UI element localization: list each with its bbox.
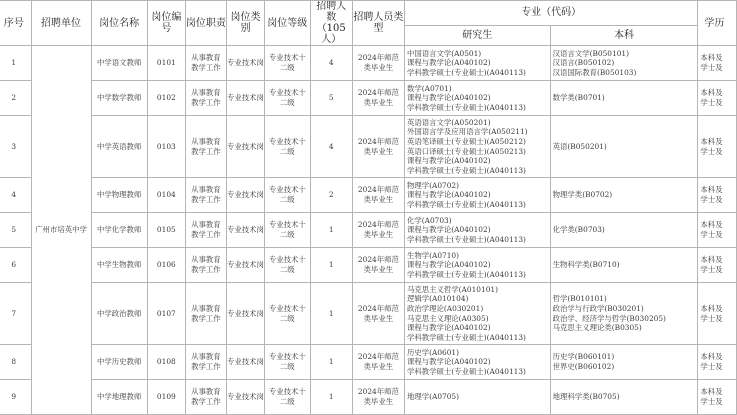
cell-recruit-count: 4 xyxy=(310,46,352,81)
cell-post-duty: 从事教育教学工作 xyxy=(185,248,226,283)
cell-grad-majors-line: 学科教学硕士(专业硕士)(A040113) xyxy=(406,269,526,279)
cell-post-level: 专业技术十二级 xyxy=(265,380,311,415)
header-post-level: 岗位等级 xyxy=(265,1,311,46)
cell-undergrad-majors-line: 汉语国际教育(B050103) xyxy=(552,67,637,77)
cell-recruit-type: 2024年师范类毕业生 xyxy=(352,213,404,248)
cell-post-code: 0106 xyxy=(147,248,185,283)
cell-grad-majors-line: 数学(A0701) xyxy=(406,83,452,93)
cell-edu-line: 学士及 xyxy=(700,230,723,239)
cell-post-name: 中学历史教师 xyxy=(91,345,147,380)
cell-post-level: 专业技术十二级 xyxy=(265,248,311,283)
cell-edu-line: 学士及 xyxy=(700,195,723,204)
cell-grad-majors xyxy=(404,248,550,283)
cell-post-type: 专业技术岗 xyxy=(226,345,264,380)
cell-post-level: 专业技术十二级 xyxy=(265,283,311,345)
cell-post-level: 专业技术十二级 xyxy=(265,81,311,116)
cell-grad-majors-line: 物理学(A0702) xyxy=(406,180,460,190)
cell-undergrad-majors-line: 世界史(B060102) xyxy=(552,362,615,371)
cell-post-duty: 从事教育教学工作 xyxy=(185,178,226,213)
cell-edu xyxy=(698,46,737,81)
cell-edu-line: 学士及 xyxy=(700,63,723,72)
cell-grad-majors-line: 学科教学硕士(专业硕士)(A040113) xyxy=(406,234,526,244)
cell-edu-line: 学士及 xyxy=(700,265,723,274)
cell-undergrad-majors-line: 汉语言(B050102) xyxy=(552,58,615,68)
cell-unit: 广州市培英中学 xyxy=(31,46,91,415)
cell-grad-majors-line: 学科教学硕士(专业硕士)(A040113) xyxy=(406,102,526,112)
cell-post-level: 专业技术十二级 xyxy=(265,46,311,81)
cell-grad-majors-line: 课程与教学论(A040102) xyxy=(406,323,491,333)
cell-post-name: 中学数学教师 xyxy=(91,81,147,116)
cell-grad-majors-line: 英语语言文学(A050201) xyxy=(406,117,491,127)
cell-undergrad-majors xyxy=(550,46,698,81)
cell-recruit-count: 1 xyxy=(310,345,352,380)
cell-post-level: 专业技术十二级 xyxy=(265,213,311,248)
cell-post-code: 0105 xyxy=(147,213,185,248)
cell-undergrad-majors-line: 物理学类(B0702) xyxy=(552,190,613,200)
table-row xyxy=(0,178,737,213)
cell-edu-line: 本科及 xyxy=(700,185,723,195)
cell-recruit-count: 2 xyxy=(310,178,352,213)
cell-post-name: 中学地理教师 xyxy=(91,380,147,415)
cell-undergrad-majors xyxy=(550,283,698,345)
header-edu: 学历 xyxy=(698,1,737,46)
cell-undergrad-majors xyxy=(550,213,698,248)
cell-grad-majors-line: 学科教学硕士(专业硕士)(A040113) xyxy=(406,67,526,77)
cell-post-duty: 从事教育教学工作 xyxy=(185,116,226,178)
header-post-type: 岗位类别 xyxy=(226,1,264,46)
cell-grad-majors xyxy=(404,178,550,213)
cell-edu-line: 本科及 xyxy=(700,220,723,230)
cell-post-code: 0101 xyxy=(147,46,185,81)
cell-grad-majors-line: 中国语言文学(A0501) xyxy=(406,48,482,58)
cell-post-type: 专业技术岗 xyxy=(226,81,264,116)
cell-recruit-type: 2024年师范类毕业生 xyxy=(352,178,404,213)
cell-grad-majors-line: 马克思主义哲学(A010101) xyxy=(406,284,498,294)
header-recruit-type: 招聘人员类型 xyxy=(352,1,404,46)
cell-post-code: 0102 xyxy=(147,81,185,116)
cell-undergrad-majors-line: 化学类(B0703) xyxy=(552,225,605,235)
cell-post-type: 专业技术岗 xyxy=(226,46,264,81)
cell-post-duty: 从事教育教学工作 xyxy=(185,380,226,415)
cell-post-type: 专业技术岗 xyxy=(226,178,264,213)
cell-grad-majors xyxy=(404,46,550,81)
cell-grad-majors-line: 英语笔译硕士(专业硕士)(A050212) xyxy=(406,136,526,146)
cell-recruit-type: 2024年师范类毕业生 xyxy=(352,248,404,283)
cell-undergrad-majors xyxy=(550,81,698,116)
cell-post-type: 专业技术岗 xyxy=(226,248,264,283)
cell-grad-majors-line: 历史学(A0601) xyxy=(406,347,460,357)
cell-recruit-count: 1 xyxy=(310,248,352,283)
cell-grad-majors-line: 化学(A0703) xyxy=(406,215,452,225)
cell-undergrad-majors xyxy=(550,380,698,415)
cell-grad-majors xyxy=(404,345,550,380)
cell-post-duty: 从事教育教学工作 xyxy=(185,213,226,248)
cell-grad-majors xyxy=(404,213,550,248)
cell-grad-majors-line: 课程与教学论(A040102) xyxy=(406,260,491,270)
cell-grad-majors-line: 学科教学硕士(专业硕士)(A040113) xyxy=(406,199,526,209)
cell-recruit-type: 2024年师范类毕业生 xyxy=(352,81,404,116)
cell-edu xyxy=(698,248,737,283)
cell-grad-majors-line: 课程与教学论(A040102) xyxy=(406,357,491,367)
cell-undergrad-majors xyxy=(550,116,698,178)
cell-seq: 5 xyxy=(0,213,31,248)
cell-post-type: 专业技术岗 xyxy=(226,283,264,345)
cell-post-level: 专业技术十二级 xyxy=(265,116,311,178)
cell-undergrad-majors xyxy=(550,178,698,213)
cell-undergrad-majors xyxy=(550,345,698,380)
table-row xyxy=(0,283,737,345)
cell-recruit-count: 1 xyxy=(310,380,352,415)
cell-grad-majors-line: 逻辑学(A010104) xyxy=(406,294,469,304)
cell-edu-line: 学士及 xyxy=(700,146,723,156)
cell-edu-line: 本科及 xyxy=(700,88,723,98)
cell-recruit-count: 5 xyxy=(310,81,352,116)
cell-edu xyxy=(698,213,737,248)
cell-recruit-count: 1 xyxy=(310,213,352,248)
cell-edu xyxy=(698,380,737,415)
header-grad: 研究生 xyxy=(404,25,550,45)
cell-post-code: 0109 xyxy=(147,380,185,415)
header-post-duty: 岗位职责 xyxy=(185,1,226,46)
cell-grad-majors xyxy=(404,380,550,415)
cell-grad-majors-line: 课程与教学论(A040102) xyxy=(406,58,491,68)
cell-grad-majors-line: 外国语言学及应用语言学(A050211) xyxy=(406,127,528,137)
cell-seq: 2 xyxy=(0,81,31,116)
cell-edu-line: 学士及 xyxy=(700,397,723,406)
header-undergrad: 本科 xyxy=(550,25,698,45)
header-recruit-count: 招聘人数（105人） xyxy=(310,1,352,46)
cell-recruit-count: 1 xyxy=(310,283,352,345)
cell-seq: 6 xyxy=(0,248,31,283)
cell-grad-majors-line: 学科教学硕士(专业硕士)(A040113) xyxy=(406,165,526,175)
table-row xyxy=(0,213,737,248)
cell-post-code: 0104 xyxy=(147,178,185,213)
cell-undergrad-majors xyxy=(550,248,698,283)
cell-post-name: 中学语文教师 xyxy=(91,46,147,81)
cell-edu-line: 本科及 xyxy=(700,303,723,313)
cell-post-code: 0103 xyxy=(147,116,185,178)
cell-edu-line: 本科及 xyxy=(700,387,723,397)
table-body xyxy=(0,46,737,415)
cell-post-code: 0107 xyxy=(147,283,185,345)
cell-undergrad-majors-line: 英语(B050201) xyxy=(552,141,607,151)
cell-undergrad-majors-line: 地理科学类(B0705) xyxy=(552,392,620,402)
cell-edu xyxy=(698,178,737,213)
cell-post-duty: 从事教育教学工作 xyxy=(185,283,226,345)
cell-post-type: 专业技术岗 xyxy=(226,380,264,415)
cell-recruit-type: 2024年师范类毕业生 xyxy=(352,283,404,345)
cell-grad-majors-line: 生物学(A0710) xyxy=(406,250,460,260)
cell-edu xyxy=(698,283,737,345)
cell-recruit-type: 2024年师范类毕业生 xyxy=(352,116,404,178)
cell-grad-majors-line: 课程与教学论(A040102) xyxy=(406,156,491,166)
cell-edu-line: 学士及 xyxy=(700,362,723,371)
cell-grad-majors-line: 马克思主义理论(A0305) xyxy=(406,313,489,323)
cell-undergrad-majors-line: 历史学(B060101) xyxy=(552,352,615,362)
cell-recruit-type: 2024年师范类毕业生 xyxy=(352,46,404,81)
cell-edu xyxy=(698,345,737,380)
cell-post-name: 中学物理教师 xyxy=(91,178,147,213)
cell-seq: 1 xyxy=(0,46,31,81)
cell-post-name: 中学英语教师 xyxy=(91,116,147,178)
cell-grad-majors-line: 学科教学硕士(专业硕士)(A040113) xyxy=(406,366,526,376)
cell-undergrad-majors-line: 政治学与行政学(B030201) xyxy=(552,303,644,313)
cell-post-type: 专业技术岗 xyxy=(226,116,264,178)
cell-post-level: 专业技术十二级 xyxy=(265,178,311,213)
header-seq: 序号 xyxy=(0,1,31,46)
cell-edu-line: 本科及 xyxy=(700,255,723,265)
cell-post-code: 0108 xyxy=(147,345,185,380)
header-post-name: 岗位名称 xyxy=(91,1,147,46)
cell-recruit-type: 2024年师范类毕业生 xyxy=(352,380,404,415)
cell-post-duty: 从事教育教学工作 xyxy=(185,345,226,380)
header-major: 专业（代码） xyxy=(404,1,697,26)
cell-grad-majors-line: 课程与教学论(A040102) xyxy=(406,190,491,200)
cell-grad-majors-line: 英语口译硕士(专业硕士)(A050213) xyxy=(406,146,526,156)
table-row xyxy=(0,116,737,178)
cell-undergrad-majors-line: 汉语言文学(B050101) xyxy=(552,48,629,58)
table-row xyxy=(0,46,737,81)
cell-post-duty: 从事教育教学工作 xyxy=(185,46,226,81)
cell-post-duty: 从事教育教学工作 xyxy=(185,81,226,116)
cell-edu-line: 本科及 xyxy=(700,53,723,63)
cell-seq: 3 xyxy=(0,116,31,178)
cell-seq: 9 xyxy=(0,380,31,415)
cell-grad-majors-line: 课程与教学论(A040102) xyxy=(406,93,491,103)
cell-recruit-type: 2024年师范类毕业生 xyxy=(352,345,404,380)
cell-edu xyxy=(698,81,737,116)
cell-post-name: 中学政治教师 xyxy=(91,283,147,345)
cell-grad-majors-line: 政治学理论(A030201) xyxy=(406,303,484,313)
header-unit: 招聘单位 xyxy=(31,1,91,46)
cell-grad-majors xyxy=(404,81,550,116)
cell-edu-line: 学士及 xyxy=(700,313,723,323)
cell-undergrad-majors-line: 马克思主义理论类(B0305) xyxy=(552,323,642,333)
cell-edu-line: 本科及 xyxy=(700,352,723,362)
cell-seq: 8 xyxy=(0,345,31,380)
cell-post-name: 中学生物教师 xyxy=(91,248,147,283)
cell-recruit-count: 4 xyxy=(310,116,352,178)
table-row xyxy=(0,345,737,380)
cell-grad-majors-line: 地理学(A0705) xyxy=(406,392,460,402)
cell-post-level: 专业技术十二级 xyxy=(265,345,311,380)
header-post-code: 岗位编号 xyxy=(147,1,185,46)
cell-edu-line: 本科及 xyxy=(700,136,723,146)
table-row xyxy=(0,81,737,116)
cell-undergrad-majors-line: 政治学、经济学与哲学(B030205) xyxy=(552,313,666,323)
cell-grad-majors xyxy=(404,283,550,345)
cell-undergrad-majors-line: 哲学(B010101) xyxy=(552,294,607,304)
cell-grad-majors-line: 学科教学硕士(专业硕士)(A040113) xyxy=(406,332,526,342)
cell-seq: 4 xyxy=(0,178,31,213)
cell-undergrad-majors-line: 数学类(B0701) xyxy=(552,93,605,103)
cell-undergrad-majors-line: 生物科学类(B0710) xyxy=(552,260,620,270)
cell-grad-majors-line: 课程与教学论(A040102) xyxy=(406,225,491,235)
cell-seq: 7 xyxy=(0,283,31,345)
cell-post-type: 专业技术岗 xyxy=(226,213,264,248)
cell-post-name: 中学化学教师 xyxy=(91,213,147,248)
cell-grad-majors xyxy=(404,116,550,178)
table-row xyxy=(0,248,737,283)
cell-edu xyxy=(698,116,737,178)
table-row xyxy=(0,380,737,415)
cell-edu-line: 学士及 xyxy=(700,98,723,107)
